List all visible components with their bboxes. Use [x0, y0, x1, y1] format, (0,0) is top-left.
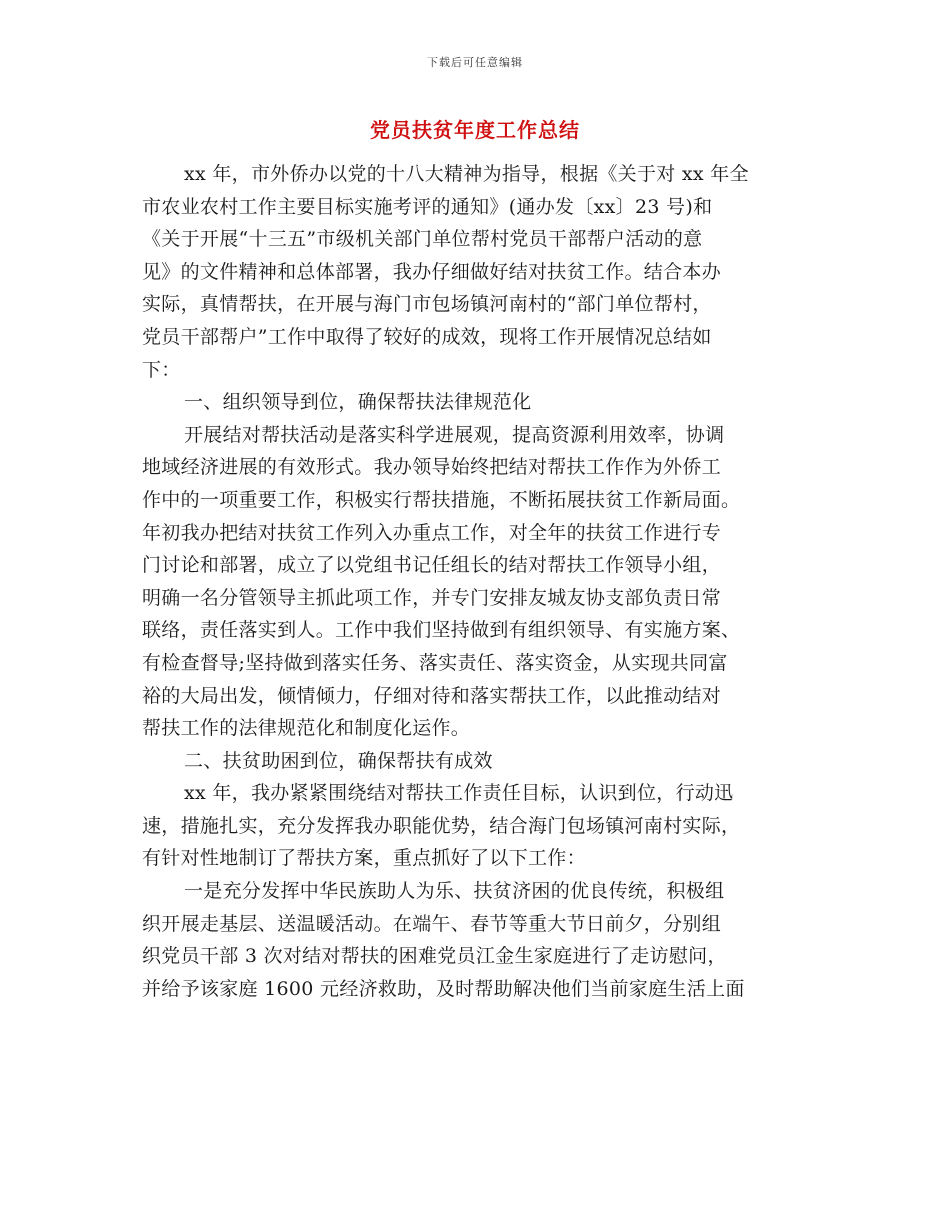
text-line: 织党员干部 3 次对结对帮扶的困难党员江金生家庭进行了走访慰问， — [142, 945, 727, 968]
text-line: 并给予该家庭 1600 元经济救助，及时帮助解决他们当前家庭生活上面 — [142, 977, 745, 1000]
text-line: 《关于开展“十三五”市级机关部门单位帮村党员干部帮户活动的意 — [142, 228, 703, 251]
text-line: 有检查督导;坚持做到落实任务、落实责任、落实资金，从实现共同富 — [142, 651, 728, 674]
document-title: 党员扶贫年度工作总结 — [370, 118, 580, 142]
text-line: 实际，真情帮扶，在开展与海门市包场镇河南村的“部门单位帮村， — [142, 293, 712, 316]
text-line: 帮扶工作的法律规范化和制度化运作。 — [142, 717, 471, 740]
text-line: xx 年，我办紧紧围绕结对帮扶工作责任目标，认识到位，行动迅 — [184, 782, 734, 805]
text-line: 一、组织领导到位，确保帮扶法律规范化 — [184, 391, 532, 414]
text-line: xx 年，市外侨办以党的十八大精神为指导，根据《关于对 xx 年全 — [184, 163, 749, 185]
text-line: 联络，责任落实到人。工作中我们坚持做到有组织领导、有实施方案、 — [142, 619, 741, 642]
document-body — [142, 158, 810, 1005]
text-line: 年初我办把结对扶贫工作列入办重点工作，对全年的扶贫工作进行专 — [142, 521, 722, 544]
text-line: 有针对性地制订了帮扶方案，重点抓好了以下工作： — [142, 847, 586, 870]
text-line: 市农业农村工作主要目标实施考评的通知》(通办发〔xx〕23 号)和 — [142, 195, 713, 218]
text-line: 二、扶贫助困到位，确保帮扶有成效 — [184, 749, 493, 772]
text-line: 一是充分发挥中华民族助人为乐、扶贫济困的优良传统，积极组 — [184, 880, 725, 903]
text-line: 见》的文件精神和总体部署，我办仔细做好结对扶贫工作。结合本办 — [142, 260, 722, 283]
text-line: 门讨论和部署，成立了以党组书记任组长的结对帮扶工作领导小组， — [142, 554, 722, 577]
text-line: 织开展走基层、送温暖活动。在端午、春节等重大节日前夕，分别组 — [142, 912, 722, 935]
text-line: 裕的大局出发，倾情倾力，仔细对待和落实帮扶工作，以此推动结对 — [142, 684, 722, 707]
text-line: 明确一名分管领导主抓此项工作，并专门安排友城友协支部负责日常 — [142, 586, 722, 609]
text-line: 党员干部帮户”工作中取得了较好的成效，现将工作开展情况总结如 — [142, 325, 712, 348]
text-line: 作中的一项重要工作，积极实行帮扶措施，不断拓展扶贫工作新局面。 — [142, 488, 741, 511]
text-line: 地域经济进展的有效形式。我办领导始终把结对帮扶工作作为外侨工 — [142, 456, 722, 479]
text-line: 速，措施扎实，充分发挥我办职能优势，结合海门包场镇河南村实际， — [142, 814, 741, 837]
text-line: 开展结对帮扶活动是落实科学进展观，提高资源利用效率，协调 — [184, 423, 725, 446]
header-note: 下载后可任意编辑 — [427, 56, 523, 69]
text-line: 下： — [142, 358, 181, 381]
